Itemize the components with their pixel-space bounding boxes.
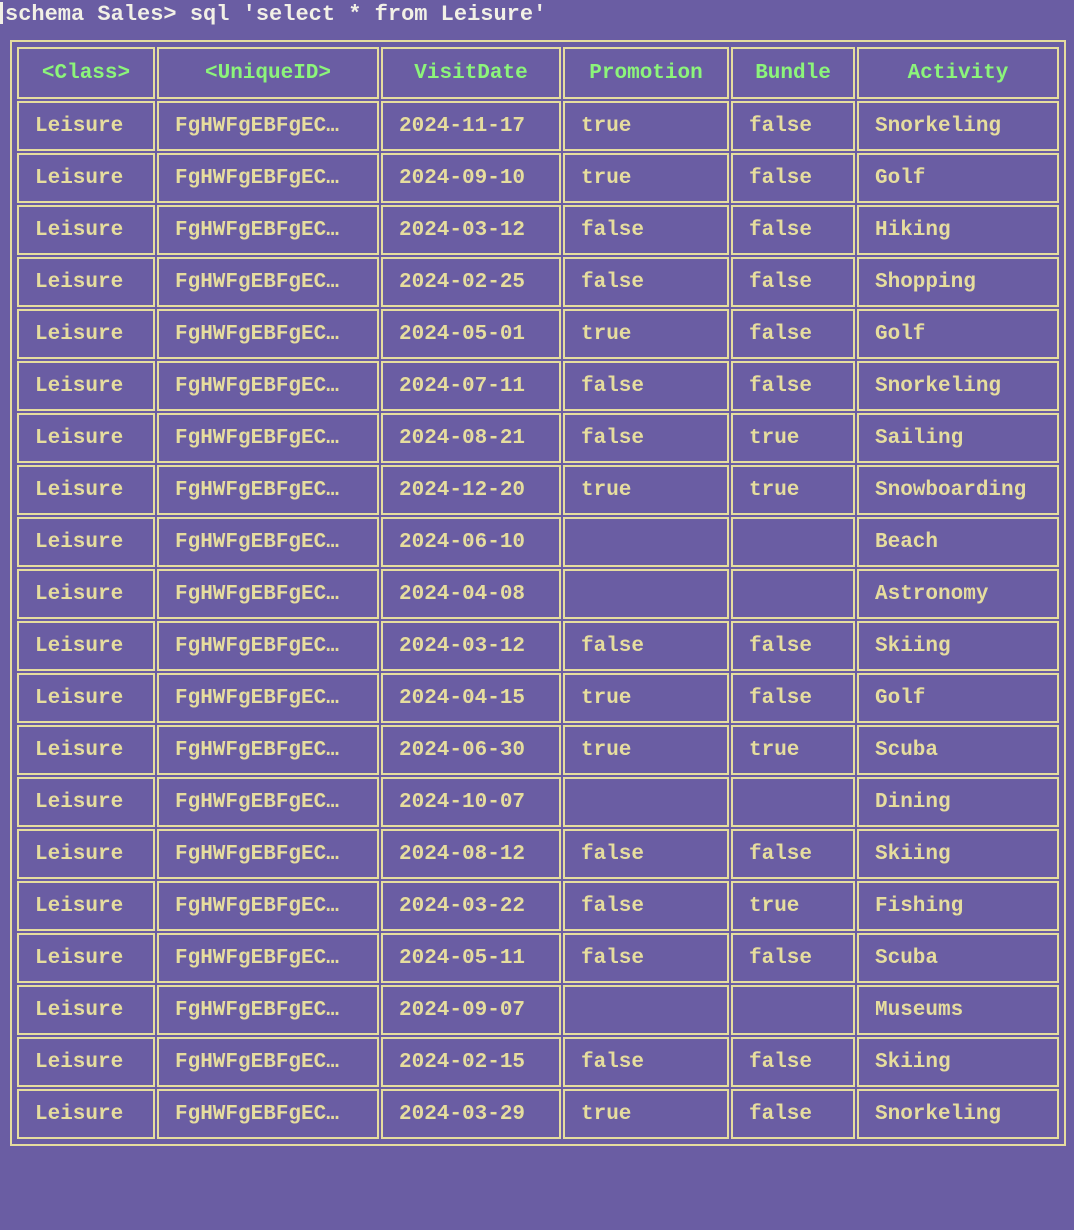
cell-activity: Fishing [857, 881, 1059, 931]
cell-uniqueid: FgHWFgEBFgEC… [157, 985, 379, 1035]
column-header-promotion: Promotion [563, 47, 729, 99]
table-row[interactable] [17, 881, 1059, 931]
cell-bundle [731, 777, 855, 827]
cell-visitdate: 2024-11-17 [381, 101, 561, 151]
cell-promotion [563, 777, 729, 827]
cell-uniqueid: FgHWFgEBFgEC… [157, 829, 379, 879]
cell-activity: Shopping [857, 257, 1059, 307]
cell-activity: Hiking [857, 205, 1059, 255]
table-row[interactable] [17, 1089, 1059, 1139]
cell-activity: Snorkeling [857, 1089, 1059, 1139]
cell-class: Leisure [17, 413, 155, 463]
cell-class: Leisure [17, 933, 155, 983]
table-body [17, 101, 1059, 1139]
cell-class: Leisure [17, 101, 155, 151]
table-row[interactable] [17, 777, 1059, 827]
cell-promotion: false [563, 1037, 729, 1087]
cell-class: Leisure [17, 569, 155, 619]
table-row[interactable] [17, 309, 1059, 359]
cell-bundle: false [731, 361, 855, 411]
cell-class: Leisure [17, 1037, 155, 1087]
cell-uniqueid: FgHWFgEBFgEC… [157, 205, 379, 255]
cell-promotion [563, 517, 729, 567]
cell-uniqueid: FgHWFgEBFgEC… [157, 621, 379, 671]
cell-class: Leisure [17, 881, 155, 931]
cell-bundle: false [731, 621, 855, 671]
cell-uniqueid: FgHWFgEBFgEC… [157, 1089, 379, 1139]
cell-visitdate: 2024-09-10 [381, 153, 561, 203]
cell-activity: Golf [857, 153, 1059, 203]
cell-activity: Golf [857, 309, 1059, 359]
cell-activity: Scuba [857, 725, 1059, 775]
cell-visitdate: 2024-07-11 [381, 361, 561, 411]
cell-uniqueid: FgHWFgEBFgEC… [157, 309, 379, 359]
cell-promotion: false [563, 413, 729, 463]
cell-activity: Beach [857, 517, 1059, 567]
cell-class: Leisure [17, 361, 155, 411]
cell-visitdate: 2024-03-22 [381, 881, 561, 931]
cell-promotion: false [563, 829, 729, 879]
cell-promotion: false [563, 257, 729, 307]
table-row[interactable] [17, 673, 1059, 723]
cell-visitdate: 2024-03-12 [381, 205, 561, 255]
cell-visitdate: 2024-08-21 [381, 413, 561, 463]
cell-class: Leisure [17, 725, 155, 775]
cell-bundle: false [731, 309, 855, 359]
cell-bundle [731, 569, 855, 619]
cell-bundle: false [731, 933, 855, 983]
cell-visitdate: 2024-12-20 [381, 465, 561, 515]
cell-uniqueid: FgHWFgEBFgEC… [157, 361, 379, 411]
cell-class: Leisure [17, 205, 155, 255]
cell-class: Leisure [17, 673, 155, 723]
cell-promotion: false [563, 881, 729, 931]
cell-activity: Snowboarding [857, 465, 1059, 515]
table-row[interactable] [17, 465, 1059, 515]
cell-class: Leisure [17, 465, 155, 515]
cell-uniqueid: FgHWFgEBFgEC… [157, 257, 379, 307]
cell-uniqueid: FgHWFgEBFgEC… [157, 777, 379, 827]
cell-activity: Dining [857, 777, 1059, 827]
cell-visitdate: 2024-05-01 [381, 309, 561, 359]
table-row[interactable] [17, 257, 1059, 307]
cell-uniqueid: FgHWFgEBFgEC… [157, 569, 379, 619]
cell-bundle: false [731, 101, 855, 151]
table-header-row [17, 47, 1059, 99]
table-row[interactable] [17, 153, 1059, 203]
cell-uniqueid: FgHWFgEBFgEC… [157, 673, 379, 723]
column-header-class: <Class> [17, 47, 155, 99]
cell-visitdate: 2024-08-12 [381, 829, 561, 879]
cell-activity: Skiing [857, 829, 1059, 879]
cell-promotion: true [563, 101, 729, 151]
column-header-activity: Activity [857, 47, 1059, 99]
table-row[interactable] [17, 725, 1059, 775]
table-row[interactable] [17, 205, 1059, 255]
cell-activity: Snorkeling [857, 361, 1059, 411]
cell-activity: Skiing [857, 621, 1059, 671]
cell-promotion: false [563, 205, 729, 255]
cell-activity: Sailing [857, 413, 1059, 463]
table-row[interactable] [17, 621, 1059, 671]
cell-activity: Museums [857, 985, 1059, 1035]
cell-promotion: false [563, 621, 729, 671]
cell-bundle: true [731, 413, 855, 463]
table-row[interactable] [17, 569, 1059, 619]
cell-bundle: false [731, 1037, 855, 1087]
cell-bundle: true [731, 725, 855, 775]
cell-bundle: false [731, 205, 855, 255]
column-header-uniqueid: <UniqueID> [157, 47, 379, 99]
cell-bundle [731, 985, 855, 1035]
cell-promotion: true [563, 153, 729, 203]
cell-class: Leisure [17, 829, 155, 879]
cell-promotion: true [563, 725, 729, 775]
cell-visitdate: 2024-06-30 [381, 725, 561, 775]
column-header-bundle: Bundle [731, 47, 855, 99]
cell-activity: Golf [857, 673, 1059, 723]
table-row[interactable] [17, 829, 1059, 879]
cell-class: Leisure [17, 309, 155, 359]
table-row[interactable] [17, 101, 1059, 151]
cell-activity: Skiing [857, 1037, 1059, 1087]
column-header-visitdate: VisitDate [381, 47, 561, 99]
cell-promotion [563, 569, 729, 619]
table-row[interactable] [17, 933, 1059, 983]
table-row[interactable] [17, 413, 1059, 463]
cell-promotion: true [563, 309, 729, 359]
cell-uniqueid: FgHWFgEBFgEC… [157, 517, 379, 567]
cell-bundle: false [731, 1089, 855, 1139]
cell-class: Leisure [17, 517, 155, 567]
table-row[interactable] [17, 985, 1059, 1035]
cell-uniqueid: FgHWFgEBFgEC… [157, 101, 379, 151]
cell-visitdate: 2024-03-29 [381, 1089, 561, 1139]
cell-uniqueid: FgHWFgEBFgEC… [157, 725, 379, 775]
text-cursor [0, 2, 3, 24]
cell-class: Leisure [17, 153, 155, 203]
cell-activity: Astronomy [857, 569, 1059, 619]
result-table [15, 45, 1061, 1141]
cell-uniqueid: FgHWFgEBFgEC… [157, 881, 379, 931]
cell-visitdate: 2024-10-07 [381, 777, 561, 827]
cell-activity: Snorkeling [857, 101, 1059, 151]
cell-promotion [563, 985, 729, 1035]
cell-promotion: true [563, 465, 729, 515]
cell-promotion: false [563, 361, 729, 411]
cell-class: Leisure [17, 621, 155, 671]
cell-class: Leisure [17, 985, 155, 1035]
table-row[interactable] [17, 361, 1059, 411]
cell-class: Leisure [17, 1089, 155, 1139]
cell-promotion: true [563, 673, 729, 723]
cell-promotion: true [563, 1089, 729, 1139]
cell-bundle: false [731, 153, 855, 203]
table-row[interactable] [17, 517, 1059, 567]
terminal-prompt[interactable] [0, 0, 546, 32]
cell-promotion: false [563, 933, 729, 983]
cell-bundle: false [731, 673, 855, 723]
cell-uniqueid: FgHWFgEBFgEC… [157, 1037, 379, 1087]
cell-visitdate: 2024-06-10 [381, 517, 561, 567]
cell-visitdate: 2024-05-11 [381, 933, 561, 983]
terminal-command: schema Sales> sql 'select * from Leisure' [5, 2, 547, 27]
cell-class: Leisure [17, 777, 155, 827]
cell-uniqueid: FgHWFgEBFgEC… [157, 413, 379, 463]
cell-uniqueid: FgHWFgEBFgEC… [157, 933, 379, 983]
cell-bundle: true [731, 465, 855, 515]
cell-visitdate: 2024-02-25 [381, 257, 561, 307]
cell-bundle: true [731, 881, 855, 931]
cell-visitdate: 2024-02-15 [381, 1037, 561, 1087]
cell-uniqueid: FgHWFgEBFgEC… [157, 153, 379, 203]
cell-visitdate: 2024-04-15 [381, 673, 561, 723]
cell-class: Leisure [17, 257, 155, 307]
cell-visitdate: 2024-09-07 [381, 985, 561, 1035]
cell-uniqueid: FgHWFgEBFgEC… [157, 465, 379, 515]
cell-visitdate: 2024-03-12 [381, 621, 561, 671]
table-row[interactable] [17, 1037, 1059, 1087]
cell-visitdate: 2024-04-08 [381, 569, 561, 619]
cell-bundle: false [731, 829, 855, 879]
cell-bundle: false [731, 257, 855, 307]
cell-bundle [731, 517, 855, 567]
result-table-frame [10, 40, 1066, 1146]
cell-activity: Scuba [857, 933, 1059, 983]
